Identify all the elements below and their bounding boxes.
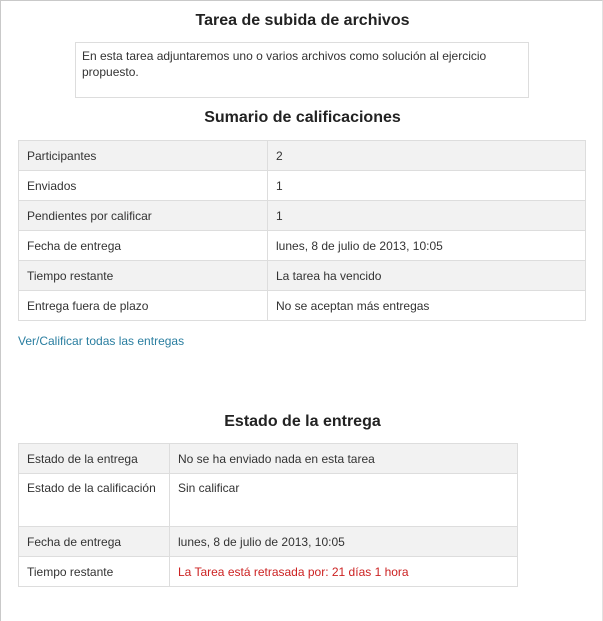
assignment-intro-text: En esta tarea adjuntaremos uno o varios archivos como solución al ejercicio propuesto. bbox=[82, 49, 487, 79]
summary-value-participants: 2 bbox=[268, 141, 586, 171]
summary-label-time-remaining: Tiempo restante bbox=[19, 261, 268, 291]
status-value-grading: Sin calificar bbox=[170, 474, 518, 527]
grading-summary-table bbox=[18, 140, 586, 321]
grading-summary-title: Sumario de calificaciones bbox=[204, 109, 401, 126]
table-row bbox=[19, 231, 586, 261]
table-row bbox=[19, 291, 586, 321]
summary-value-late-submissions: No se aceptan más entregas bbox=[268, 291, 586, 321]
summary-value-needs-grading: 1 bbox=[268, 201, 586, 231]
view-grade-all-submissions-link[interactable]: Ver/Calificar todas las entregas bbox=[18, 334, 185, 348]
submission-status-title: Estado de la entrega bbox=[224, 413, 381, 430]
summary-value-time-remaining: La tarea ha vencido bbox=[268, 261, 586, 291]
table-row bbox=[19, 474, 518, 527]
table-row bbox=[19, 171, 586, 201]
table-row bbox=[19, 141, 586, 171]
status-value-submission: No se ha enviado nada en esta tarea bbox=[170, 444, 518, 474]
summary-label-due-date: Fecha de entrega bbox=[19, 231, 268, 261]
table-row bbox=[19, 444, 518, 474]
status-label-time-remaining: Tiempo restante bbox=[19, 557, 170, 587]
status-label-grading: Estado de la calificación bbox=[19, 474, 170, 527]
status-value-due-date: lunes, 8 de julio de 2013, 10:05 bbox=[170, 527, 518, 557]
summary-label-late-submissions: Entrega fuera de plazo bbox=[19, 291, 268, 321]
submission-status-table bbox=[18, 443, 518, 587]
status-value-overdue: La Tarea está retrasada por: 21 días 1 hora bbox=[170, 557, 518, 587]
summary-label-needs-grading: Pendientes por calificar bbox=[19, 201, 268, 231]
summary-value-due-date: lunes, 8 de julio de 2013, 10:05 bbox=[268, 231, 586, 261]
table-row bbox=[19, 201, 586, 231]
table-row bbox=[19, 261, 586, 291]
status-label-due-date: Fecha de entrega bbox=[19, 527, 170, 557]
assignment-title: Tarea de subida de archivos bbox=[195, 12, 410, 29]
summary-label-submitted: Enviados bbox=[19, 171, 268, 201]
table-row bbox=[19, 557, 518, 587]
status-label-submission: Estado de la entrega bbox=[19, 444, 170, 474]
summary-value-submitted: 1 bbox=[268, 171, 586, 201]
assignment-intro-box bbox=[75, 42, 529, 98]
summary-label-participants: Participantes bbox=[19, 141, 268, 171]
table-row bbox=[19, 527, 518, 557]
